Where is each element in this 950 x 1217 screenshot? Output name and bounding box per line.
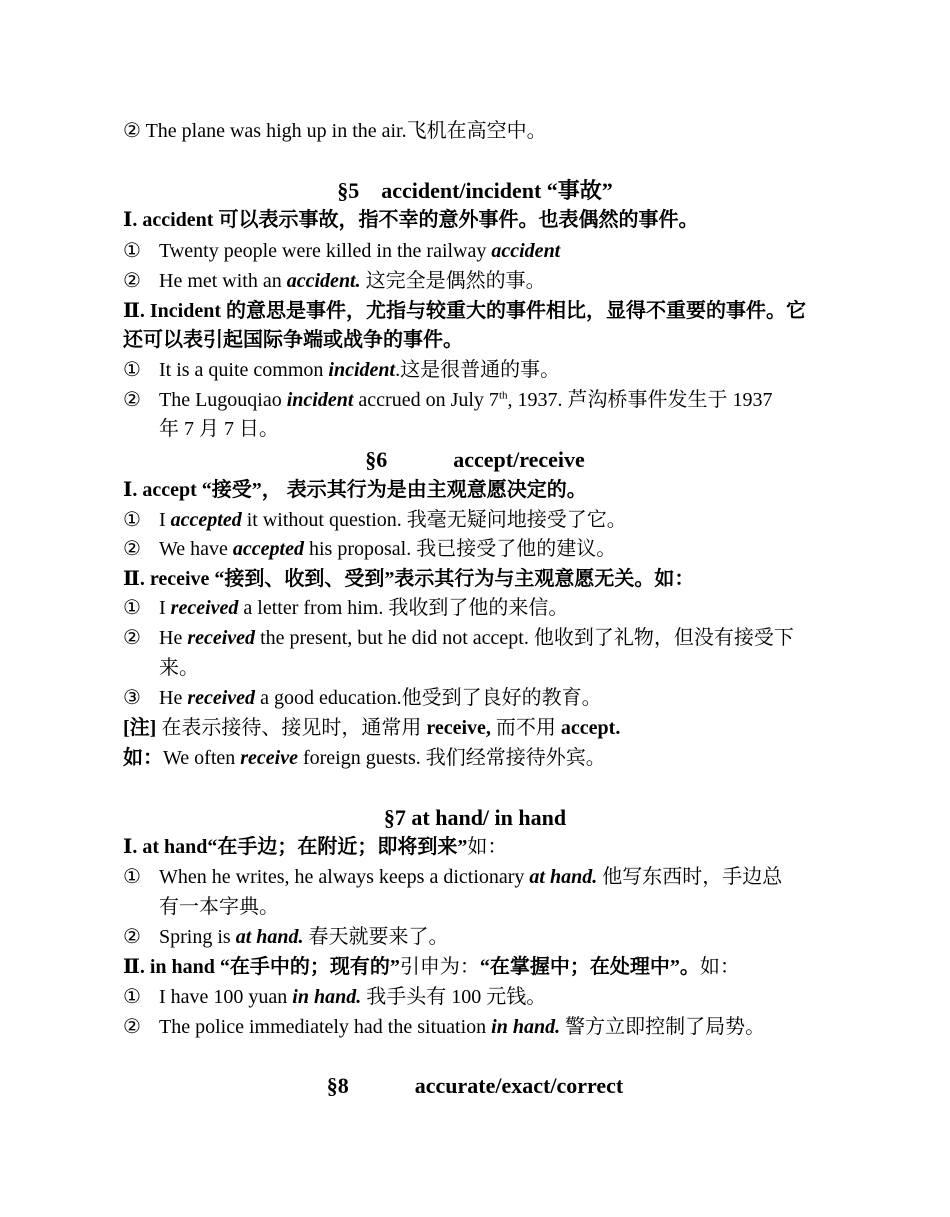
- text-run: .这是很普通的事。: [395, 359, 561, 381]
- keyword: accepted: [170, 509, 242, 531]
- item-number: ①: [123, 866, 141, 888]
- text-run: The police immediately had the situation: [159, 1016, 492, 1038]
- item-number: ②: [123, 270, 141, 292]
- item-number: ②: [123, 926, 141, 948]
- text-run: 我手头有 100 元钱。: [361, 986, 547, 1008]
- text-run: He: [159, 687, 188, 709]
- item-number: ②: [123, 627, 141, 649]
- text-run: 这完全是偶然的事。: [360, 270, 546, 292]
- text-run: We often: [163, 747, 241, 769]
- keyword: receive,: [426, 717, 491, 739]
- text-run: I: [159, 509, 171, 531]
- item-number: ①: [123, 359, 141, 381]
- text-run: I: [159, 597, 171, 619]
- section-5-heading-2: Ⅱ. Incident 的意思是事件，尤指与较重大的事件相比，显得不重要的事件。它: [123, 300, 806, 322]
- example-continuation: 年 7 月 7 日。: [159, 418, 279, 440]
- keyword: accept.: [560, 717, 621, 739]
- note-line: [123, 713, 838, 743]
- item-number: ①: [123, 597, 141, 619]
- text-run: It is a quite common: [159, 359, 329, 381]
- item-text: [159, 266, 839, 296]
- keyword: accident: [491, 240, 561, 262]
- text-run: 春天就要来了。: [303, 926, 449, 948]
- text-run: 警方立即控制了局势。: [560, 1016, 766, 1038]
- item-text: [159, 385, 839, 415]
- item-text: [159, 1012, 839, 1042]
- item-text: [159, 593, 839, 623]
- keyword: in hand.: [292, 986, 362, 1008]
- superscript: th: [498, 389, 508, 402]
- heading-keyword: Ⅰ. accident: [123, 209, 214, 231]
- text-run: 而不用: [490, 717, 561, 739]
- item-number: ②: [123, 389, 141, 411]
- keyword: accepted: [232, 538, 304, 560]
- keyword: in hand.: [491, 1016, 561, 1038]
- item-text: [159, 355, 839, 385]
- section-6-heading-1: Ⅰ. accept “接受”， 表示其行为是由主观意愿决定的。: [123, 479, 587, 501]
- item-number: ②: [123, 538, 141, 560]
- keyword: receive: [240, 747, 298, 769]
- keyword: at hand.: [529, 866, 598, 888]
- text-run: 如：: [467, 836, 508, 858]
- item-number: ③: [123, 687, 141, 709]
- item-text: [159, 505, 839, 535]
- heading-text: 可以表示事故，指不幸的意外事件。也表偶然的事件。: [213, 209, 699, 231]
- note-tag: [注]: [123, 717, 157, 739]
- text-run: a good education.他受到了良好的教育。: [255, 687, 602, 709]
- section-8-title: §8 accurate/exact/correct: [326, 1073, 624, 1098]
- text-run: it without question. 我毫无疑问地接受了它。: [241, 509, 627, 531]
- section-6-title: §6 accept/receive: [365, 447, 585, 472]
- text-run: 在表示接待、接见时，通常用: [156, 717, 427, 739]
- text-run: He met with an: [159, 270, 287, 292]
- item-text: [159, 534, 839, 564]
- keyword: at hand.: [235, 926, 304, 948]
- example-line: ② The plane was high up in the air.飞机在高空中。: [123, 120, 547, 142]
- item-text: [159, 922, 839, 952]
- section-5-title: §5 accident/incident “事故”: [337, 178, 613, 203]
- keyword: accident.: [286, 270, 361, 292]
- text-run: The Lugouqiao: [159, 389, 287, 411]
- text-run: Twenty people were killed in the railway: [159, 240, 492, 262]
- text-run: I have 100 yuan: [159, 986, 293, 1008]
- example-continuation: 有一本字典。: [159, 896, 279, 918]
- section-5-heading-1: [123, 205, 838, 235]
- item-number: ②: [123, 1016, 141, 1038]
- keyword: incident: [328, 359, 396, 381]
- text-run: a letter from him. 我收到了他的来信。: [238, 597, 569, 619]
- keyword: received: [170, 597, 239, 619]
- keyword: received: [187, 627, 256, 649]
- text-run: 他写东西时，手边总: [597, 866, 783, 888]
- section-5-heading-2-cont: 还可以表引起国际争端或战争的事件。: [123, 329, 463, 351]
- text-run: He: [159, 627, 188, 649]
- text-run: the present, but he did not accept. 他收到了礼物，但没有接受下: [255, 627, 794, 649]
- item-text: [159, 683, 839, 713]
- heading-text: Ⅱ. in hand “在手中的；现有的”: [123, 956, 400, 978]
- keyword: received: [187, 687, 256, 709]
- heading-text: Ⅰ. at hand“在手边；在附近；即将到来”: [123, 836, 468, 858]
- item-number: ①: [123, 509, 141, 531]
- text-run: We have: [159, 538, 233, 560]
- example-tag: 如：: [123, 747, 163, 769]
- text-run: Spring is: [159, 926, 236, 948]
- keyword: incident: [286, 389, 354, 411]
- text-run: 如：: [699, 956, 740, 978]
- note-example-line: [123, 743, 838, 773]
- item-number: ①: [123, 986, 141, 1008]
- text-run: When he writes, he always keeps a dictionary: [159, 866, 530, 888]
- section-6-heading-2: Ⅱ. receive “接到、收到、受到”表示其行为与主观意愿无关。如：: [123, 568, 695, 590]
- item-text: [159, 982, 839, 1012]
- heading-text: “在掌握中；在处理中”。: [479, 956, 700, 978]
- item-number: ①: [123, 240, 141, 262]
- item-text: [159, 623, 839, 653]
- section-7-heading-1: [123, 832, 838, 862]
- text-run: 引申为：: [399, 956, 480, 978]
- text-run: his proposal. 我已接受了他的建议。: [303, 538, 617, 560]
- text-run: accrued on July 7: [353, 389, 499, 411]
- section-7-heading-2: [123, 952, 838, 982]
- section-7-title: §7 at hand/ in hand: [383, 805, 567, 830]
- item-text: [159, 236, 839, 266]
- item-text: [159, 862, 839, 892]
- text-run: foreign guests. 我们经常接待外宾。: [297, 747, 606, 769]
- example-continuation: 来。: [159, 657, 199, 679]
- text-run: , 1937. 芦沟桥事件发生于 1937: [507, 389, 773, 411]
